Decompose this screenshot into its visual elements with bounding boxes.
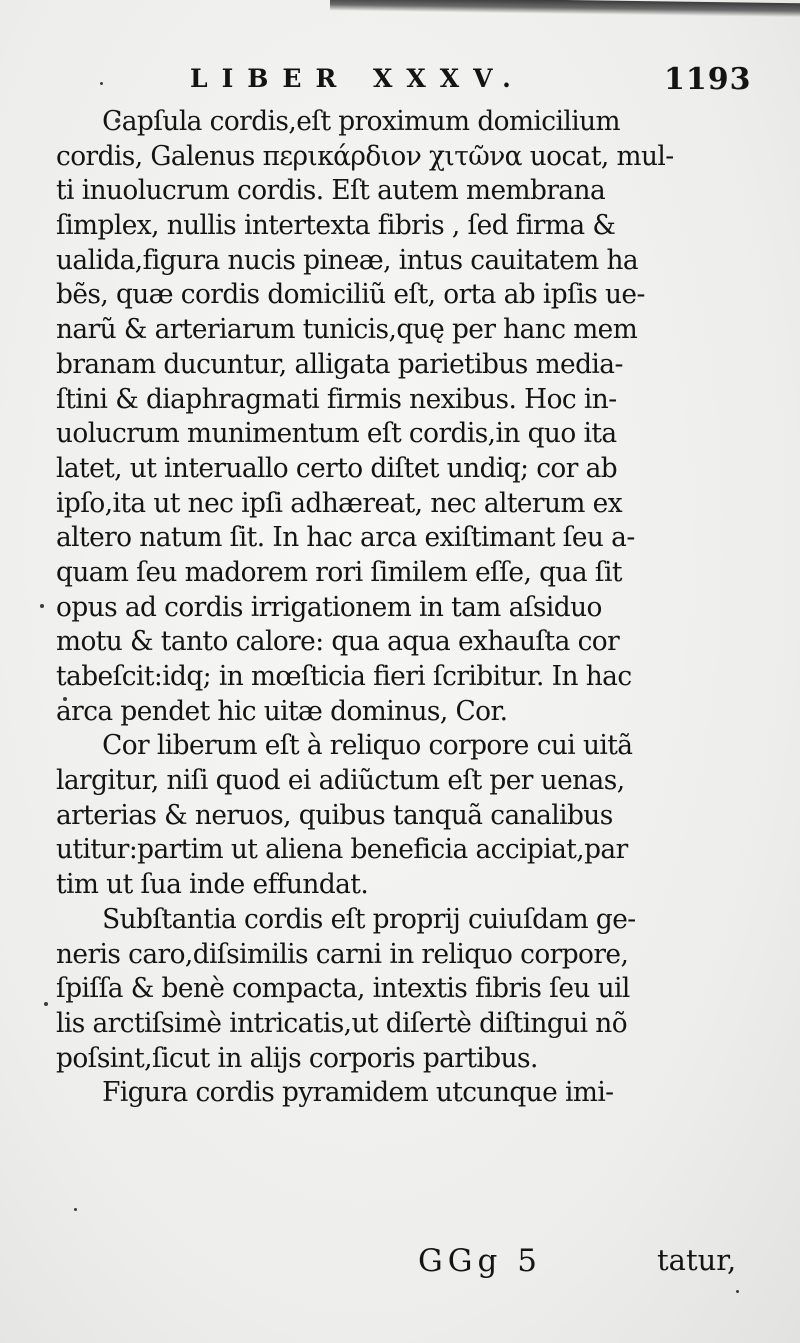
text-line: latet, ut interuallo certo diſtet undiq; cor ab (56, 451, 618, 484)
page-number: 1193 (664, 62, 752, 97)
text-line: ti inuolucrum cordis. Eſt autem membrana (56, 174, 606, 207)
text-line: tim ut ſua inde effundat. (56, 868, 369, 901)
text-line: arterias & neruos, quibus tanquã canalibus (56, 798, 613, 831)
page-edge-shadow (330, 0, 800, 17)
text-line: opus ad cordis irrigationem in tam aſsiduo (56, 590, 602, 623)
text-line: ſimplex, nullis intertexta fibris , ſed firma & (56, 209, 616, 242)
body-text (56, 104, 776, 1110)
paragraph-figura (56, 1075, 776, 1110)
paragraph-capsula (56, 104, 776, 728)
ink-speck (74, 1208, 77, 1211)
text-line: Capſula cordis,eſt proximum domicilium (102, 105, 620, 137)
text-line: ſtini & diaphragmati firmis nexibus. Hoc in- (56, 382, 617, 415)
text-line: lis arctiſsimè intricatis,ut diſertè diſtingui nõ (56, 1006, 628, 1039)
ink-speck (44, 1002, 48, 1006)
text-line: ualida,figura nucis pineæ, intus cauitatem ha (56, 243, 639, 276)
text-line: narũ & arteriarum tunicis,quę per hanc mem (56, 313, 638, 346)
signature-mark: GGg 5 (418, 1243, 542, 1279)
text-line: ſpiſſa & benè compacta, intextis fibris ſeu uil (56, 972, 630, 1005)
running-head (0, 64, 800, 100)
catchword: tatur, (657, 1243, 737, 1277)
running-title: LIBER XXXV. (190, 64, 525, 93)
page-footer (0, 1243, 800, 1293)
ink-speck (40, 604, 44, 608)
text-line: altero natum ſit. In hac arca exiſtimant ſeu a- (56, 521, 635, 554)
text-line: poſsint,ſicut in alijs corporis partibus. (56, 1041, 538, 1074)
text-line: uolucrum munimentum eſt cordis,in quo ita (56, 417, 617, 450)
text-line: motu & tanto calore: qua aqua exhauſta cor (56, 625, 620, 658)
text-line: largitur, niſi quod ei adiũctum eſt per uenas, (56, 764, 625, 797)
text-line: branam ducuntur, alligata parietibus media- (56, 347, 623, 380)
text-line: Subſtantia cordis eſt proprij cuiuſdam ge- (102, 902, 636, 935)
text-line: arca pendet hic uitæ dominus, Cor. (56, 694, 508, 727)
text-line: cordis, Galenus περικάρδιον χιτῶνα uocat, mul- (56, 139, 674, 172)
text-line: neris caro,diſsimilis carni in reliquo corpore, (56, 937, 629, 970)
text-line: Cor liberum eſt à reliquo corpore cui uitã (102, 729, 633, 762)
text-line: bẽs, quæ cordis domiciliũ eſt, orta ab ipſis ue- (56, 278, 645, 311)
paragraph-substantia (56, 902, 776, 1075)
paragraph-cor-liberum (56, 728, 776, 901)
text-line: quam ſeu madorem rori ſimilem eſſe, qua ſit (56, 555, 622, 588)
text-line: Figura cordis pyramidem utcunque imi- (102, 1076, 614, 1109)
text-line: utitur:partim ut aliena beneficia accipiat,par (56, 833, 628, 866)
text-line: tabeſcit:idq; in mœſticia fieri ſcribitur. In hac (56, 660, 632, 692)
text-line: ipſo,ita ut nec ipſi adhæreat, nec alterum ex (56, 486, 623, 519)
